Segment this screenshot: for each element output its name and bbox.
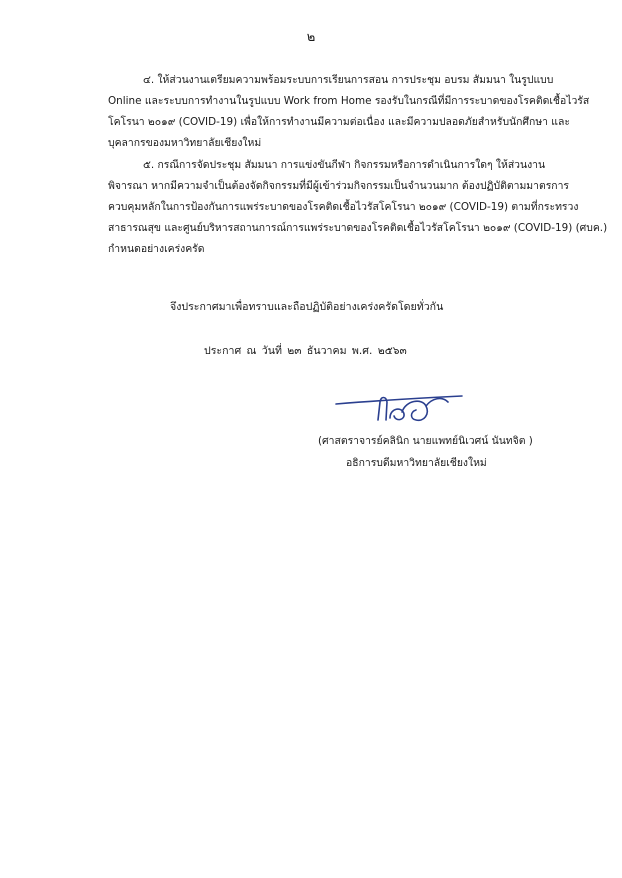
announcement-date: ประกาศ ณ วันที่ ๒๓ ธันวาคม พ.ศ. ๒๕๖๓ xyxy=(204,345,407,357)
paragraph-line: ๕. กรณีการจัดประชุม สัมมนา การแข่งขันกีฬา กิจกรรมหรือการดำเนินการใดๆ ให้ส่วนงาน xyxy=(143,159,546,171)
paragraph-line: Online และระบบการทำงานในรูปแบบ Work from Home รองรับในกรณีที่มีการระบาดของโรคติดเชื้อไวรัส xyxy=(108,95,590,107)
signer-title: อธิการบดีมหาวิทยาลัยเชียงใหม่ xyxy=(346,457,487,469)
signer-name: (ศาสตราจารย์คลินิก นายแพทย์นิเวศน์ นันทจิต ) xyxy=(318,435,533,447)
paragraph-line: บุคลากรของมหาวิทยาลัยเชียงใหม่ xyxy=(108,137,262,149)
paragraph-line: โคโรนา ๒๐๑๙ (COVID-19) เพื่อให้การทำงานมีความต่อเนื่อง และมีความปลอดภัยสำหรับนักศึกษา และ xyxy=(108,116,570,128)
closing-statement: จึงประกาศมาเพื่อทราบและถือปฏิบัติอย่างเคร่งครัดโดยทั่วกัน xyxy=(170,301,444,313)
paragraph-item-5 xyxy=(108,155,608,260)
paragraph-line: พิจารณา หากมีความจำเป็นต้องจัดกิจกรรมที่มีผู้เข้าร่วมกิจกรรมเป็นจำนวนมาก ต้องปฏิบัติตามมาตรการ xyxy=(108,180,570,192)
signature-image xyxy=(330,384,470,434)
paragraph-line: กำหนดอย่างเคร่งครัด xyxy=(108,243,205,255)
paragraph-line: สาธารณสุข และศูนย์บริหารสถานการณ์การแพร่ระบาดของโรคติดเชื้อไวรัสโคโรนา ๒๐๑๙ (COVID-19) (ศบค.) xyxy=(108,222,608,234)
paragraph-line: ๔. ให้ส่วนงานเตรียมความพร้อมระบบการเรียนการสอน การประชุม อบรม สัมมนา ในรูปแบบ xyxy=(143,74,554,86)
paragraph-item-4 xyxy=(108,70,590,154)
page-number: ๒ xyxy=(306,30,316,45)
paragraph-line: ควบคุมหลักในการป้องกันการแพร่ระบาดของโรคติดเชื้อไวรัสโคโรนา ๒๐๑๙ (COVID-19) ตามที่กระทรวง xyxy=(108,201,579,213)
